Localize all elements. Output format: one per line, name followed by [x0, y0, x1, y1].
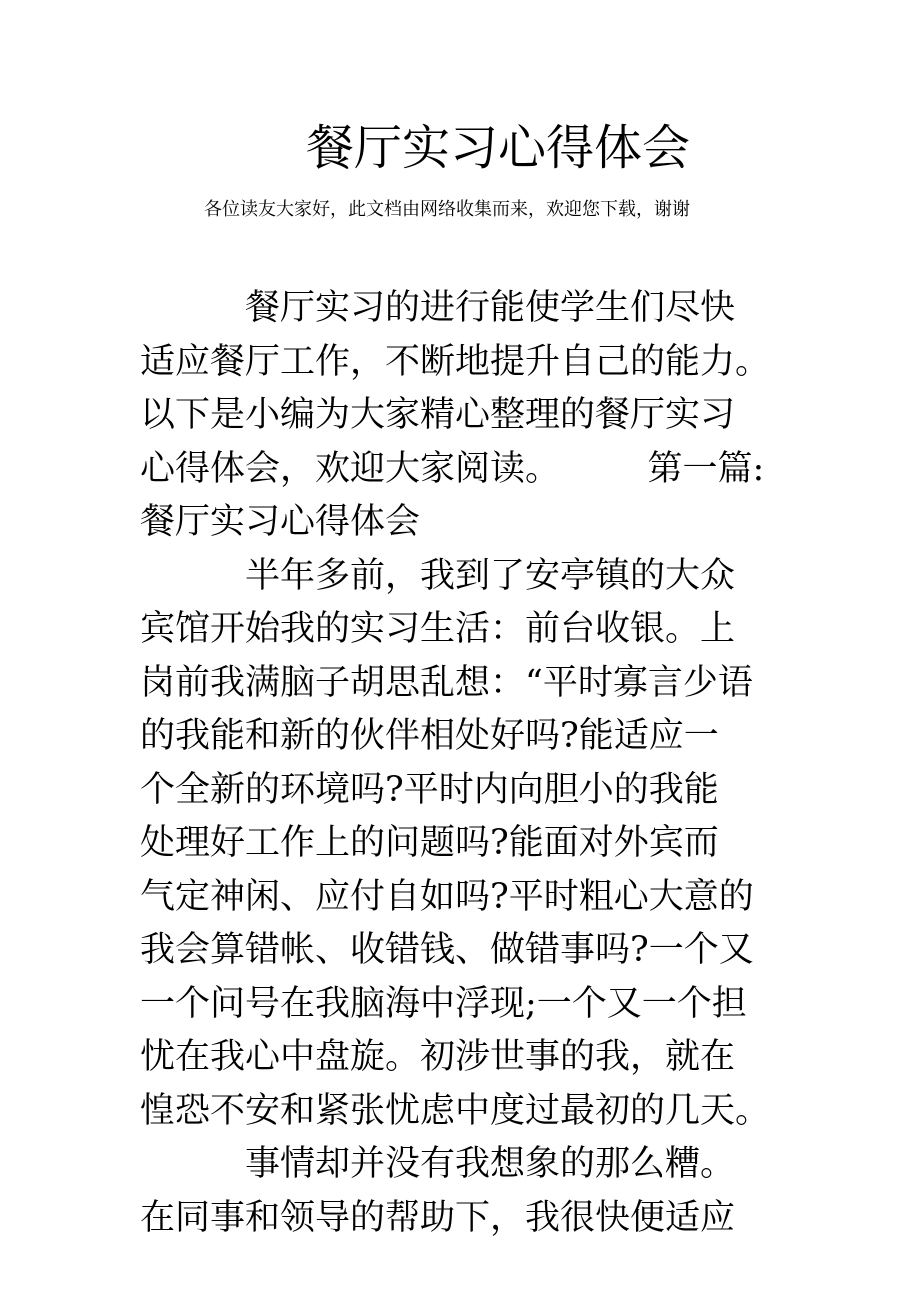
- body-line: 岗前我满脑子胡思乱想：“平时寡言少语: [140, 662, 753, 703]
- body-line: 个全新的环境吗?平时内向胆小的我能: [140, 769, 719, 810]
- body-line: 宾馆开始我的实习生活：前台收银。上: [140, 609, 736, 649]
- document-title: 餐厅实习心得体会: [306, 120, 691, 176]
- body-line: 适应餐厅工作，不断地提升自己的能力。: [140, 341, 771, 382]
- body-line: 在同事和领导的帮助下，我很快便适应: [140, 1197, 736, 1238]
- body-line: 一个问号在我脑海中浮现;一个又一个担: [140, 983, 747, 1024]
- document-subtitle: 各位读友大家好，此文档由网络收集而来，欢迎您下载，谢谢: [204, 199, 690, 220]
- body-line: 餐厅实习心得体会: [140, 502, 421, 542]
- body-line: 的我能和新的伙伴相处好吗?能适应一: [140, 716, 719, 756]
- body-line: 事情却并没有我想象的那么糟。: [140, 1144, 736, 1184]
- body-line: 气定神闲、应付自如吗?平时粗心大意的: [140, 876, 754, 917]
- body-line: 忧在我心中盘旋。初涉世事的我，就在: [140, 1037, 736, 1077]
- document-body: [140, 282, 790, 1245]
- body-line: 餐厅实习的进行能使学生们尽快: [140, 288, 736, 328]
- body-line: 半年多前，我到了安亭镇的大众: [140, 555, 736, 596]
- body-line: 处理好工作上的问题吗?能面对外宾而: [140, 823, 719, 863]
- body-line: 惶恐不安和紧张忧虑中度过最初的几天。: [140, 1090, 771, 1131]
- body-line: 心得体会，欢迎大家阅读。 第一篇:: [140, 448, 765, 489]
- body-line: 以下是小编为大家精心整理的餐厅实习: [140, 395, 736, 435]
- body-line: 我会算错帐、收错钱、做错事吗?一个又: [140, 930, 754, 970]
